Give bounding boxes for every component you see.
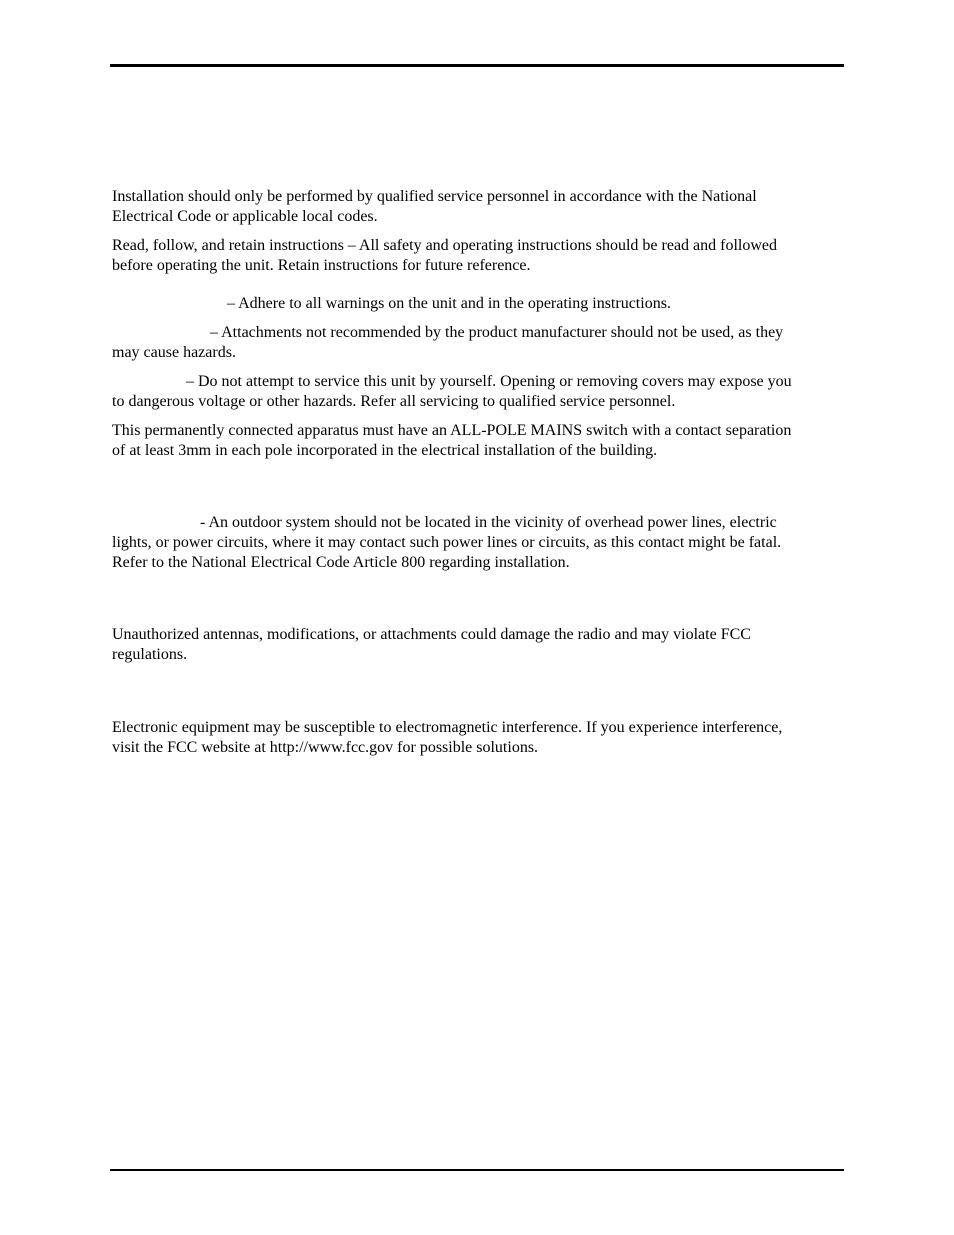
paragraph-line: This permanently connected apparatus must have an ALL-POLE MAINS switch with a contact separation (112, 422, 792, 439)
paragraph-heed-warnings (112, 294, 847, 314)
paragraph-line: may cause hazards. (112, 344, 236, 361)
paragraph-line: of at least 3mm in each pole incorporated in the electrical installation of the building. (112, 442, 658, 459)
paragraph-line: Electronic equipment may be susceptible to electromagnetic interference. If you experience interference, (112, 719, 783, 736)
paragraph-attachments (112, 323, 847, 363)
paragraph-line: – Adhere to all warnings on the unit and in the operating instructions. (227, 295, 671, 312)
paragraph-line: Electrical Code or applicable local codes. (112, 208, 378, 225)
paragraph-interference (112, 718, 847, 758)
paragraph-line: Refer to the National Electrical Code Article 800 regarding installation. (112, 554, 570, 571)
paragraph-all-pole-mains (112, 421, 847, 461)
paragraph-line: – Do not attempt to service this unit by yourself. Opening or removing covers may expose you (186, 373, 792, 390)
paragraph-read-follow-retain (112, 236, 847, 276)
footer-rule (110, 1169, 844, 1171)
paragraph-servicing (112, 372, 847, 412)
paragraph-line: lights, or power circuits, where it may contact such power lines or circuits, as this contact might be fatal. (112, 534, 782, 551)
paragraph-power-lines (112, 513, 847, 573)
paragraph-line: Unauthorized antennas, modifications, or attachments could damage the radio and may violate FCC (112, 626, 751, 643)
paragraph-line: regulations. (112, 646, 188, 663)
paragraph-line: - An outdoor system should not be located in the vicinity of overhead power lines, electric (200, 514, 777, 531)
paragraph-line: before operating the unit. Retain instructions for future reference. (112, 257, 531, 274)
paragraph-line: Installation should only be performed by qualified service personnel in accordance with the National (112, 188, 757, 205)
header-rule (110, 64, 844, 67)
paragraph-line: – Attachments not recommended by the product manufacturer should not be used, as they (210, 324, 784, 341)
paragraph-qualified-installation (112, 187, 847, 227)
paragraph-unauthorized-antennas (112, 625, 847, 665)
paragraph-line: to dangerous voltage or other hazards. Refer all servicing to qualified service personnel. (112, 393, 676, 410)
paragraph-line: Read, follow, and retain instructions – All safety and operating instructions should be read and followed (112, 237, 778, 254)
paragraph-line: visit the FCC website at http://www.fcc.gov for possible solutions. (112, 739, 539, 756)
